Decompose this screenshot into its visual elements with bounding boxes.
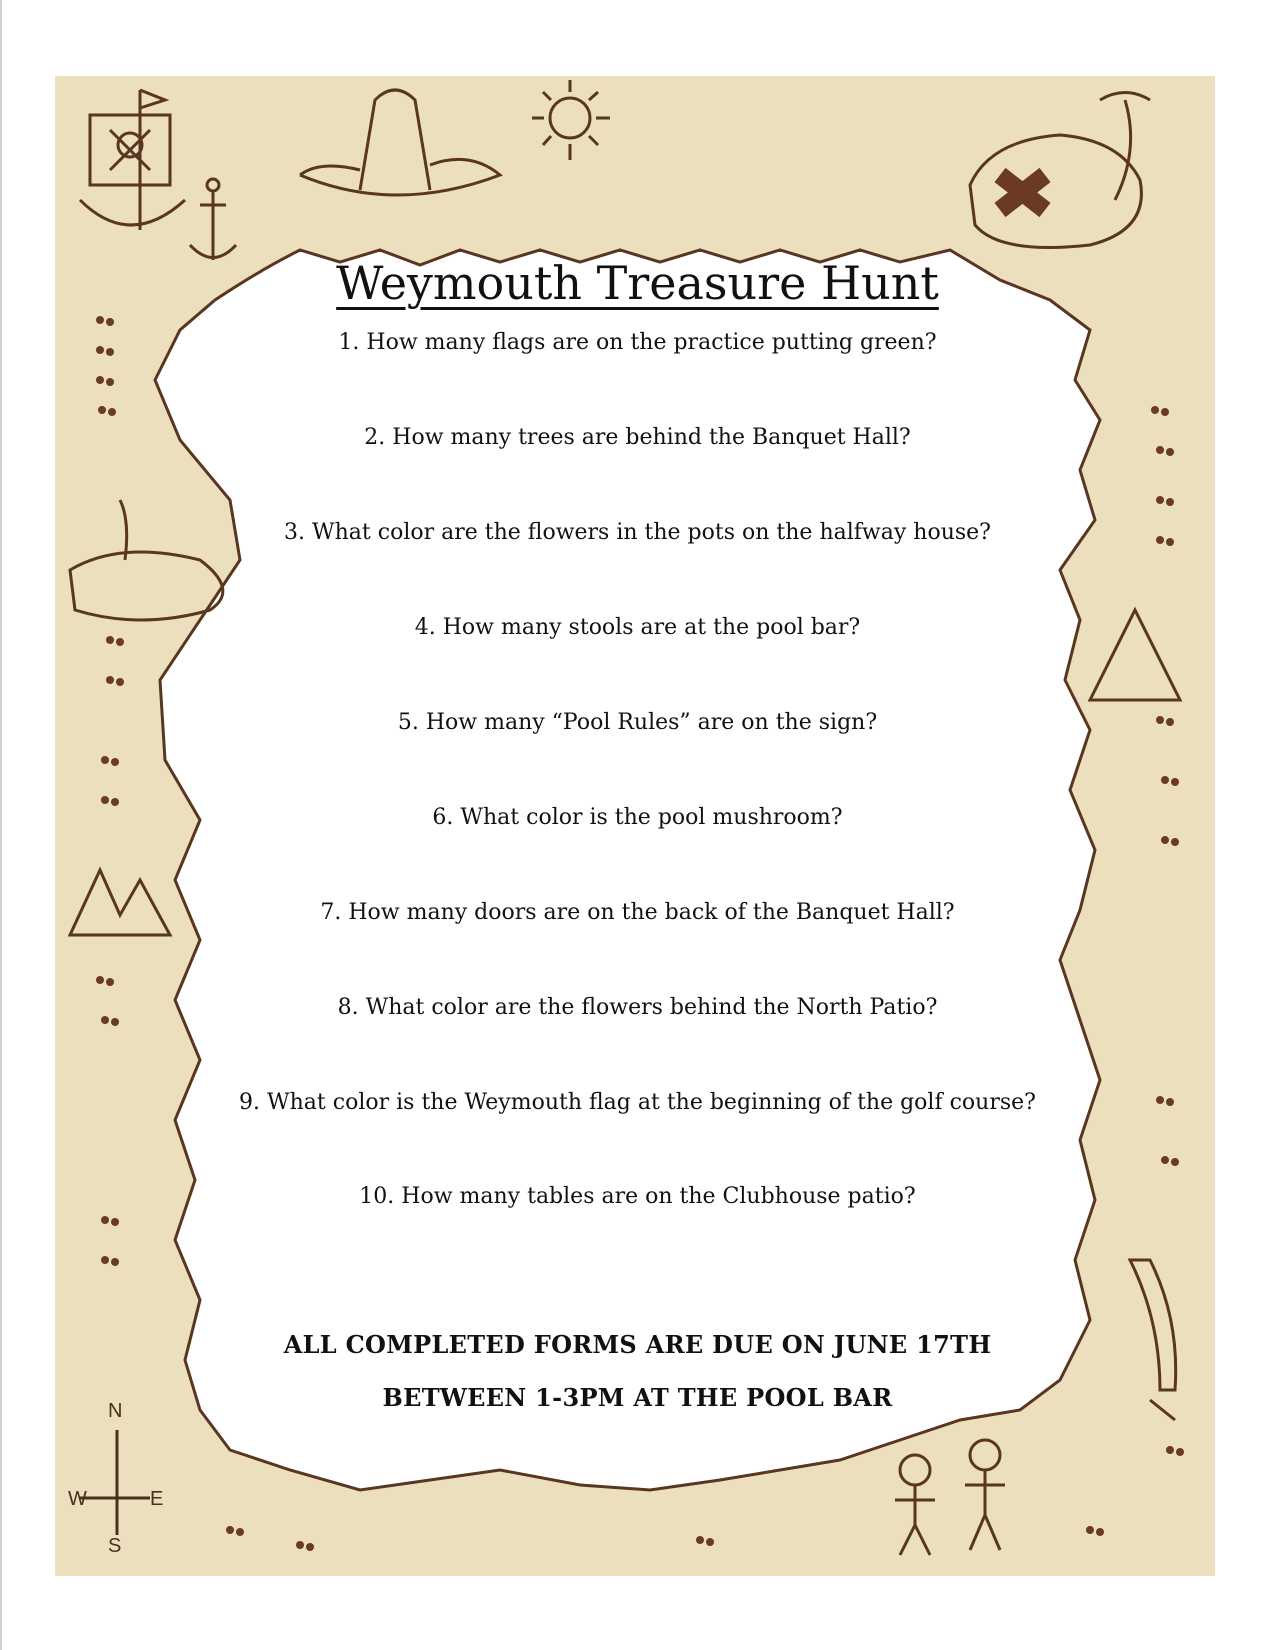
compass-south-label: S bbox=[108, 1535, 122, 1557]
stick-figures-icon bbox=[895, 1440, 1005, 1555]
question-9: 9. What color is the Weymouth flag at the beginning of the golf course? bbox=[239, 1090, 1036, 1115]
question-4: 4. How many stools are at the pool bar? bbox=[414, 615, 861, 640]
volcano-icon bbox=[300, 90, 500, 195]
island-icon bbox=[70, 500, 223, 620]
question-6: 6. What color is the pool mushroom? bbox=[432, 805, 843, 830]
anchor-icon bbox=[190, 179, 236, 260]
compass-east-label: E bbox=[150, 1488, 164, 1510]
question-7: 7. How many doors are on the back of the Banquet Hall? bbox=[320, 900, 955, 925]
question-8: 8. What color are the flowers behind the North Patio? bbox=[337, 995, 938, 1020]
question-1: 1. How many flags are on the practice putting green? bbox=[338, 330, 937, 355]
due-notice-line-1: ALL COMPLETED FORMS ARE DUE ON JUNE 17TH bbox=[283, 1330, 992, 1359]
page-title bbox=[0, 256, 1275, 310]
compass-icon bbox=[80, 1430, 150, 1535]
question-2: 2. How many trees are behind the Banquet Hall? bbox=[364, 425, 911, 450]
question-10: 10. How many tables are on the Clubhouse patio? bbox=[359, 1184, 916, 1209]
title-text: Weymouth Treasure Hunt bbox=[336, 256, 939, 310]
question-5: 5. How many “Pool Rules” are on the sign? bbox=[397, 710, 878, 735]
compass-west-label: W bbox=[68, 1488, 87, 1510]
pirate-ship-icon bbox=[80, 90, 185, 230]
x-marks-spot-icon bbox=[970, 135, 1141, 248]
due-notice-line-2: BETWEEN 1-3PM AT THE POOL BAR bbox=[382, 1383, 893, 1412]
compass-north-label: N bbox=[108, 1400, 123, 1422]
sun-icon bbox=[532, 80, 610, 160]
question-3: 3. What color are the flowers in the pots on the halfway house? bbox=[284, 520, 991, 545]
